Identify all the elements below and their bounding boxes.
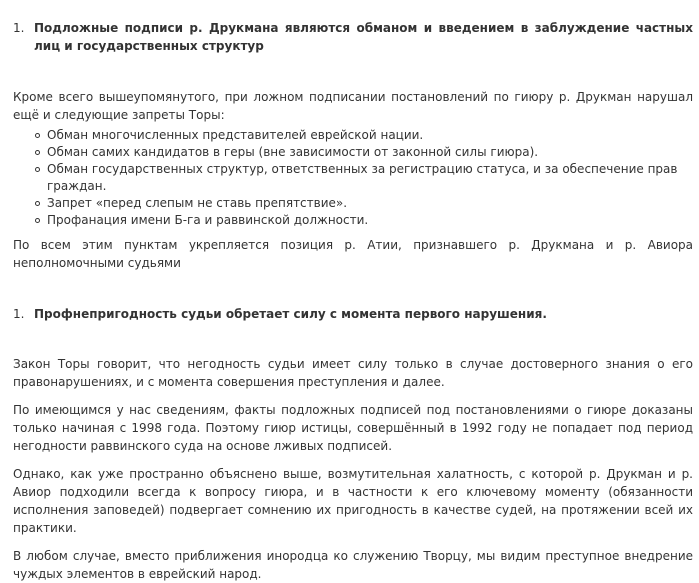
bullet-circle-icon <box>35 218 40 223</box>
bullet-circle-icon <box>35 167 40 172</box>
section-2-paragraph-4: В любом случае, вместо приближения инородца ко служению Творцу, мы видим преступное внедрение чуждых элементов в еврейский народ. <box>13 549 693 581</box>
section-2-paragraph-1: Закон Торы говорит, что негодность судьи имеет силу только в случае достоверного знания о его правонарушениях, и с момента совершения преступления и далее. <box>13 357 693 389</box>
document-body <box>13 0 693 583</box>
list-item: Обман многочисленных представителей еврейской нации. <box>13 127 693 144</box>
bullet-circle-icon <box>35 133 40 138</box>
section-2-paragraph-3: Однако, как уже пространно объяснено выше, возмутительная халатность, с которой р. Друкман и р. Авиор подходили всегда к вопросу гиюра, и в частности к его ключевому моменту (обязанности исполнения заповедей) подвергает сомнению их пригодность в качестве судей, на протяжении всей их практики. <box>13 467 693 535</box>
list-item: Профанация имени Б-га и раввинской должности. <box>13 212 693 229</box>
section-1-heading <box>13 19 693 55</box>
bullet-circle-icon <box>35 201 40 206</box>
list-item: Обман государственных структур, ответственных за регистрацию статуса, и за обеспечение прав граждан. <box>13 161 693 195</box>
section-1-intro: Кроме всего вышеупомянутого, при ложном подписании постановлений по гиюру р. Друкман нарушал ещё и следующие запреты Торы: <box>13 90 693 122</box>
violations-list <box>13 127 693 229</box>
section-2-number: 1. <box>13 307 25 321</box>
section-2-heading <box>13 305 693 323</box>
section-1-heading-text: Подложные подписи р. Друкмана являются обманом и введением в заблуждение частных лиц и государственных структур <box>34 21 693 53</box>
list-item: Запрет «перед слепым не ставь препятствие». <box>13 195 693 212</box>
section-1-number: 1. <box>13 21 25 35</box>
list-item: Обман самих кандидатов в геры (вне зависимости от законной силы гиюра). <box>13 144 693 161</box>
bullet-circle-icon <box>35 150 40 155</box>
section-2-heading-text: Профнепригодность судьи обретает силу с момента первого нарушения. <box>34 307 547 321</box>
section-1-conclusion: По всем этим пунктам укрепляется позиция р. Атии, признавшего р. Друкмана и р. Авиора неполномочными судьями <box>13 238 693 270</box>
section-2-paragraph-2: По имеющимся у нас сведениям, факты подложных подписей под постановлениями о гиюре доказаны только начиная с 1998 года. Поэтому гиюр истицы, совершённый в 1992 году не попадает под период негодности раввинского суда на основе лживых подписей. <box>13 403 693 453</box>
